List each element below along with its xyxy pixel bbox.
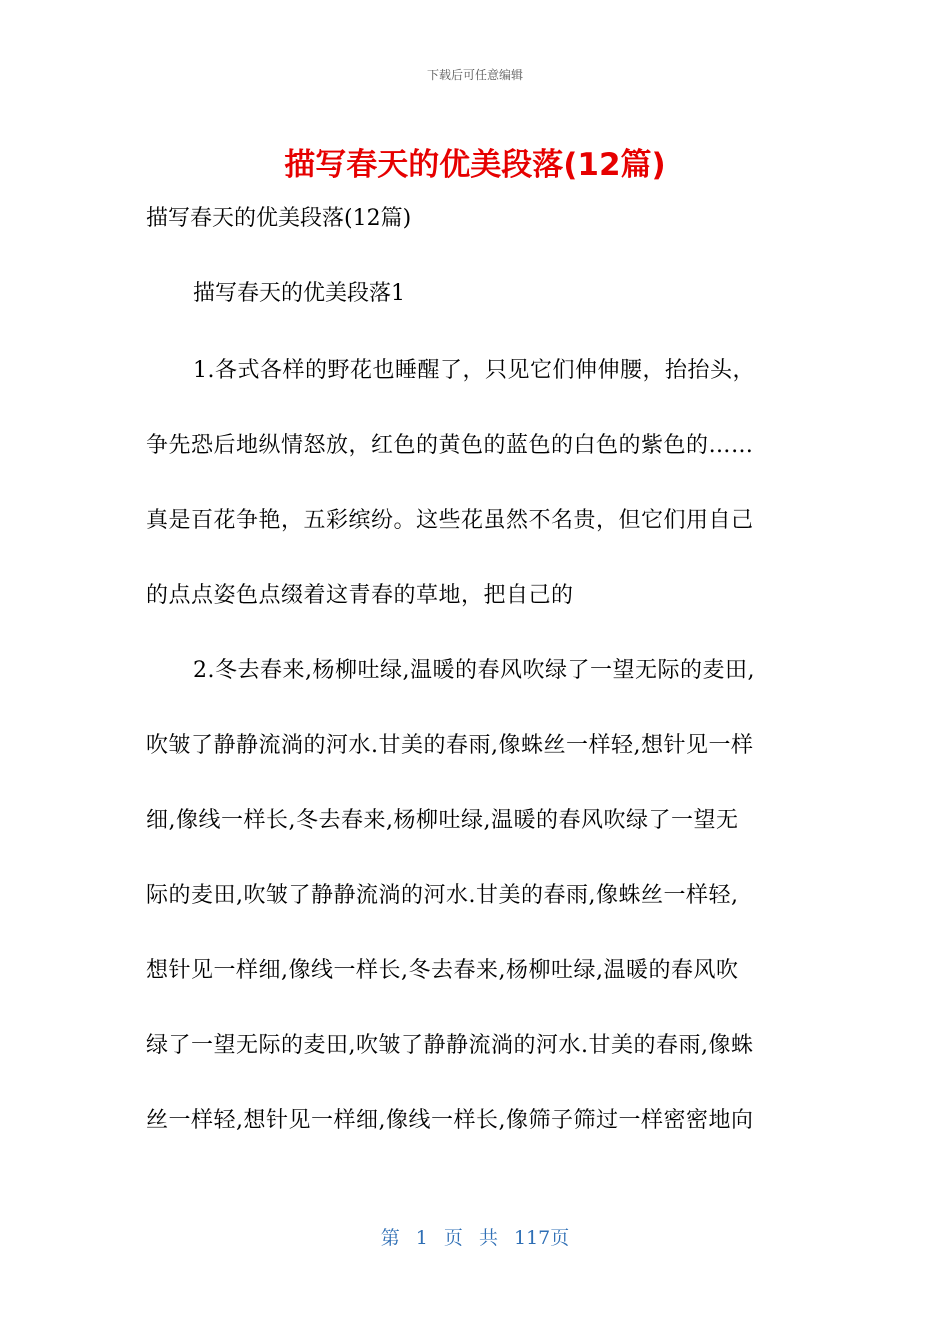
body-line: 细,像线一样长,冬去春来,杨柳吐绿,温暖的春风吹绿了一望无 xyxy=(146,808,739,833)
body-line: 想针见一样细,像线一样长,冬去春来,杨柳吐绿,温暖的春风吹 xyxy=(146,958,739,983)
body-line: 真是百花争艳，五彩缤纷。这些花虽然不名贵，但它们用自己 xyxy=(146,508,754,533)
body-line: 丝一样轻,想针见一样细,像线一样长,像筛子筛过一样密密地向 xyxy=(146,1108,754,1133)
body-line: 吹皱了静静流淌的河水.甘美的春雨,像蛛丝一样轻,想针见一样 xyxy=(146,733,754,758)
body-line: 1.各式各样的野花也睡醒了，只见它们伸伸腰，抬抬头， xyxy=(193,358,755,383)
page-footer: 第 1 页 共 117页 xyxy=(380,1227,570,1249)
body-line: 绿了一望无际的麦田,吹皱了静静流淌的河水.甘美的春雨,像蛛 xyxy=(146,1033,754,1058)
body-line: 际的麦田,吹皱了静静流淌的河水.甘美的春雨,像蛛丝一样轻, xyxy=(146,883,739,908)
body-line: 争先恐后地纵情怒放，红色的黄色的蓝色的白色的紫色的…… xyxy=(146,433,754,458)
body-line: 2.冬去春来,杨柳吐绿,温暖的春风吹绿了一望无际的麦田, xyxy=(193,658,755,683)
header-note: 下载后可任意编辑 xyxy=(426,68,523,82)
document-title: 描写春天的优美段落(12篇) xyxy=(284,147,666,183)
body-line: 的点点姿色点缀着这青春的草地，把自己的 xyxy=(146,583,574,608)
document-subtitle: 描写春天的优美段落(12篇) xyxy=(146,206,412,231)
section-heading: 描写春天的优美段落1 xyxy=(193,281,405,306)
